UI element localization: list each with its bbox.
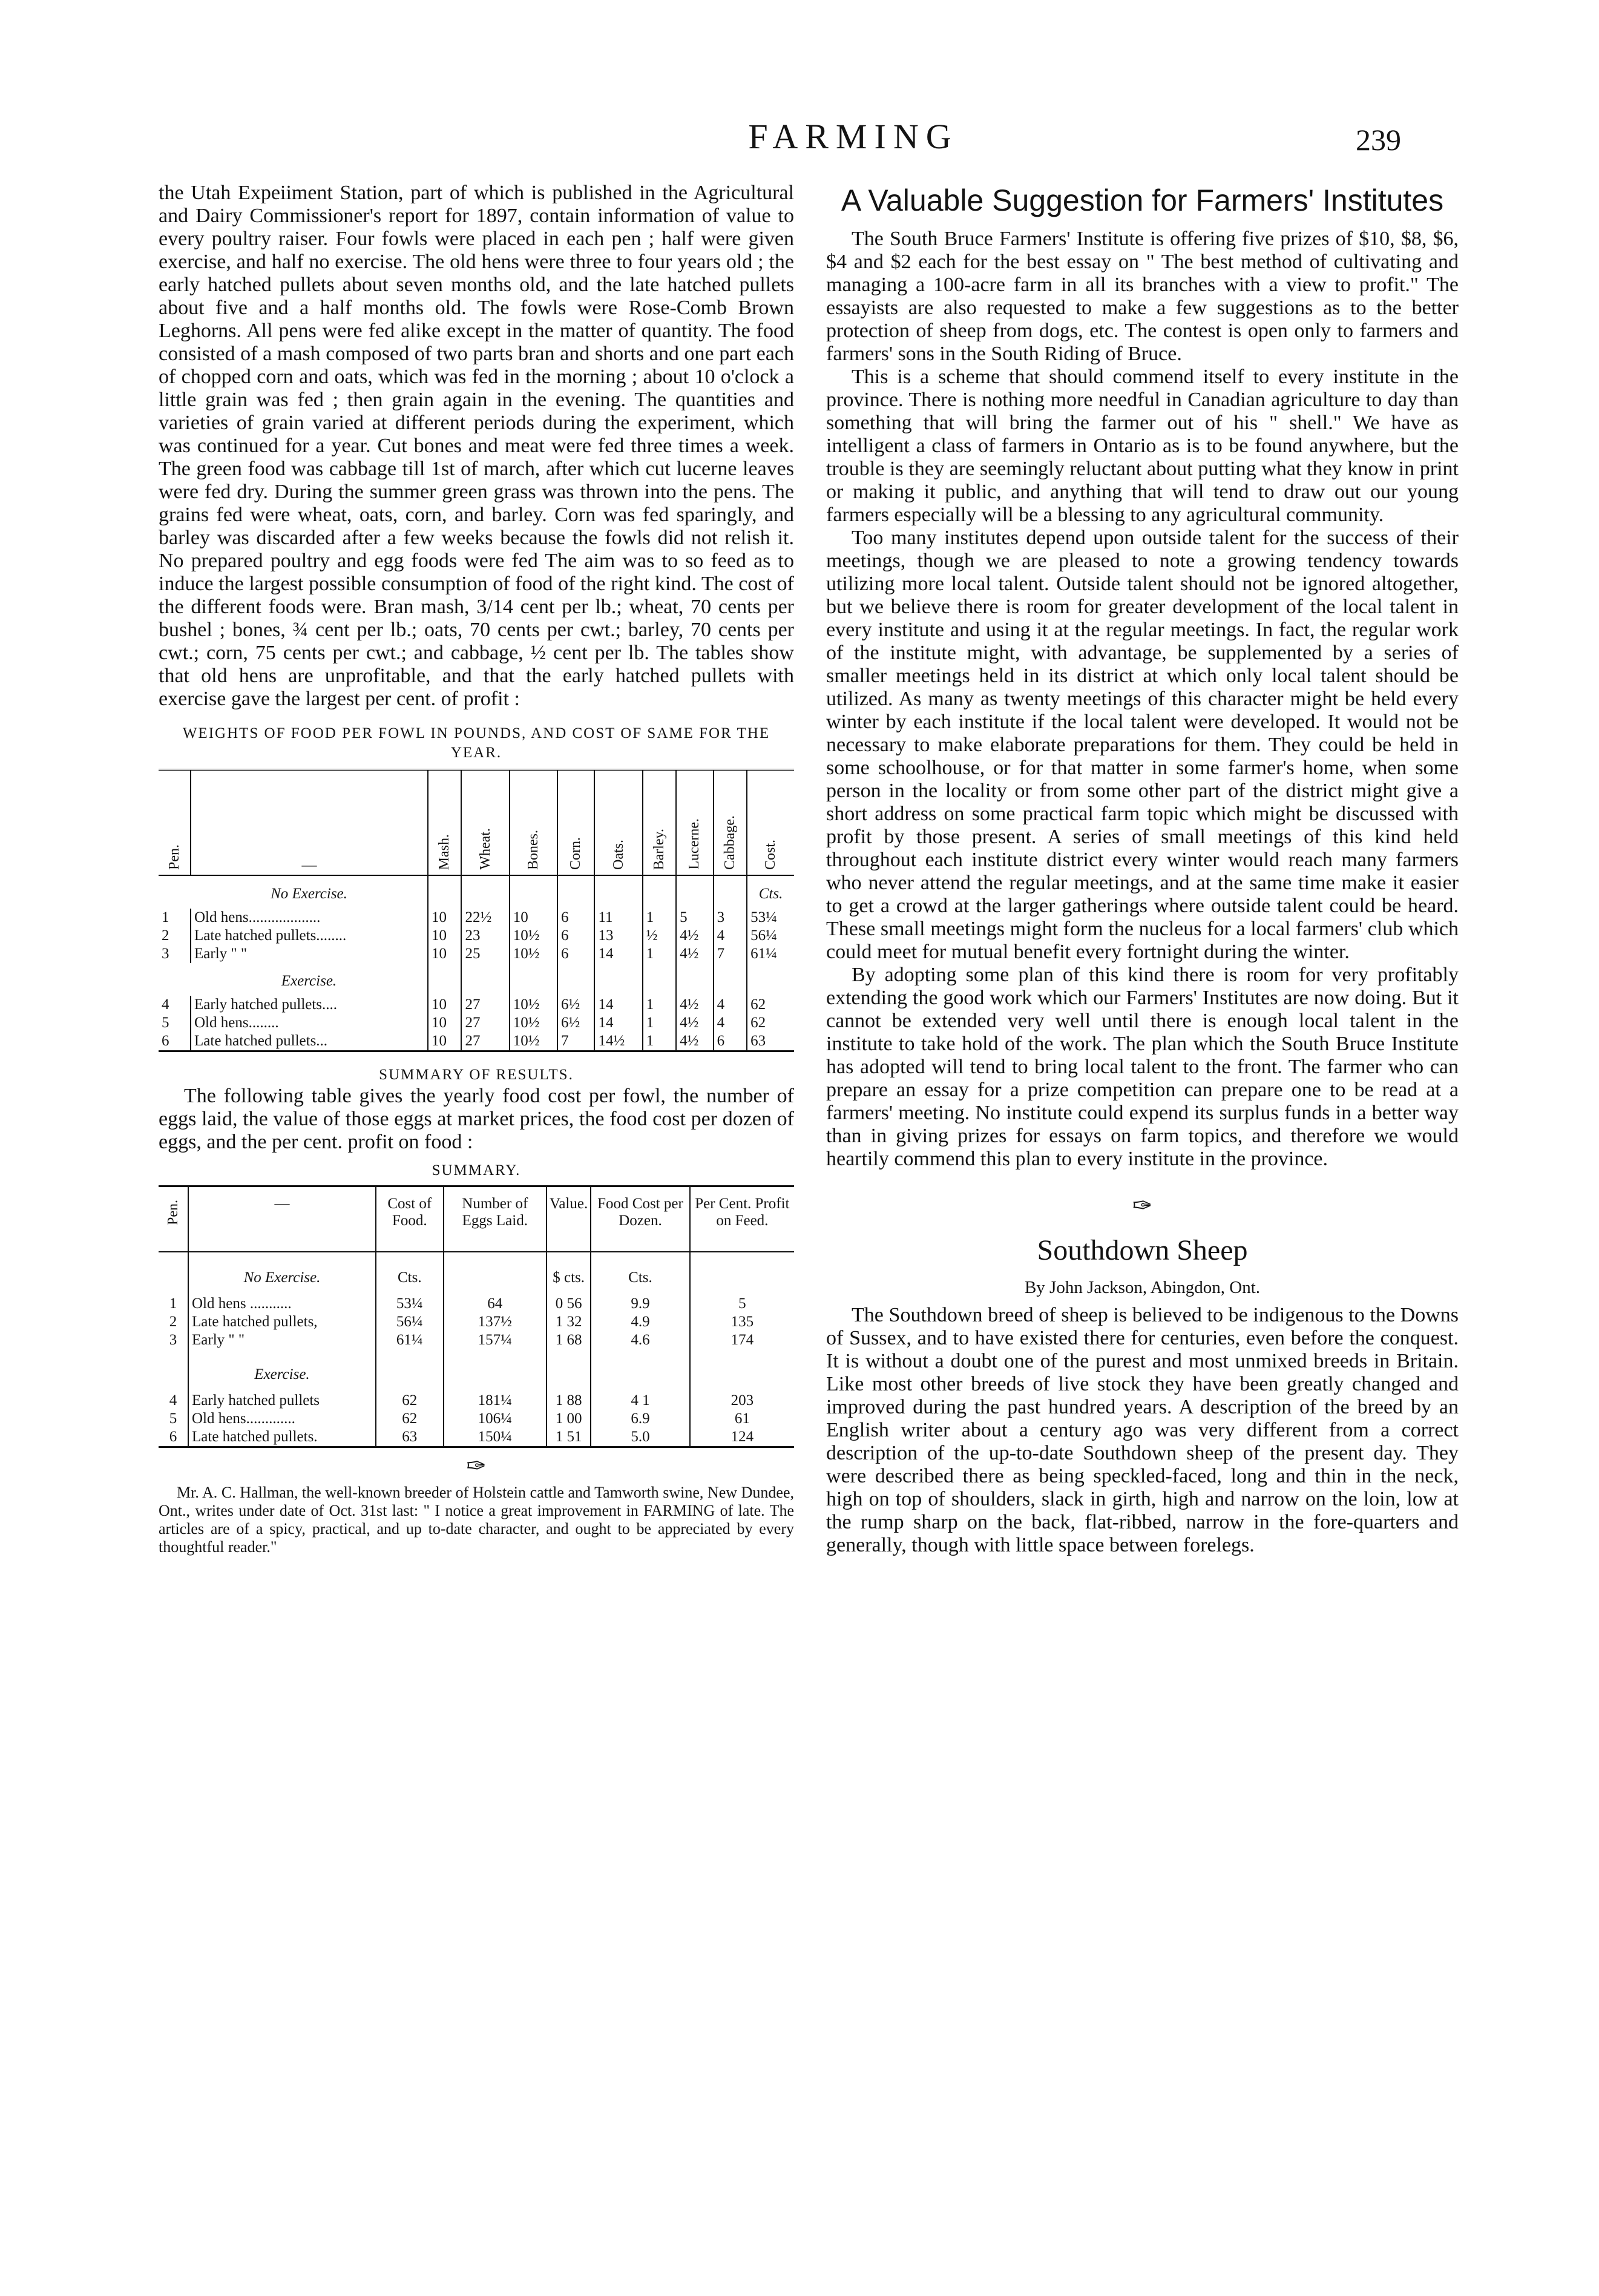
summary-header-row (159, 1186, 794, 1252)
summary-intro: The following table gives the yearly food cost per fowl, the number of eggs laid, the value of those eggs at market prices, the food cost per dozen of eggs, and the per cent. profit on food : (159, 1085, 794, 1153)
summary-header: Number of Eggs Laid. (444, 1186, 547, 1252)
weights-header: Cost. (747, 770, 794, 876)
table-row: 3 Early " " 10 25 10½ 6 14 1 4½ 7 61¼ (159, 945, 794, 963)
table-row: 4 Early hatched pullets 62 181¼ 1 88 4 1 203 (159, 1392, 794, 1410)
weights-caption: WEIGHTS OF FOOD PER FOWL IN POUNDS, AND COST OF SAME FOR THE YEAR. (182, 725, 770, 761)
weights-header: Mash. (428, 770, 461, 876)
table-row: 1 Old hens ........... 53¼ 64 0 56 9.9 5 (159, 1295, 794, 1313)
unit-label: Cts. (376, 1252, 444, 1295)
summary-caption: SUMMARY OF RESULTS. (379, 1067, 574, 1083)
right-column (826, 182, 1459, 1557)
running-title: FARMING (748, 117, 959, 156)
group-label: Exercise. (188, 1349, 376, 1392)
summary-header: Food Cost per Dozen. (591, 1186, 690, 1252)
table-row: 2 Late hatched pullets, 56¼ 137½ 1 32 4.9 135 (159, 1313, 794, 1331)
weights-header: — (191, 770, 428, 876)
table-row: 6 Late hatched pullets... 10 27 10½ 7 14½ 1 4½ 6 63 (159, 1032, 794, 1051)
byline: By John Jackson, Abingdon, Ont. (1024, 1278, 1261, 1297)
article-paragraph: By adopting some plan of this kind there is room for very profitably extending the good work which our Farmers' Institutes are now doing. But it cannot be extended very well until there is enough local talent in the institute to take hold of the work. The plan which the South Bruce Institute has adopted will tend to bring local talent to the front. The farmer who can prepare an essay for a prize competition can prepare one to be read at a farmers' meeting. No institute could expend its surplus funds in a better way than in giving prizes for essays on farm topics, and therefore we would heartily commend this plan to every institute in the province. (826, 964, 1459, 1170)
page-number: 239 (1356, 123, 1401, 157)
article-title: Southdown Sheep (1037, 1234, 1248, 1266)
poultry-intro: the Utah Expeiiment Station, part of which is published in the Agricultural and Dairy Commissioner's report for 1897, contain information of value to every poultry raiser. Four fowls were placed in each pen ; half were given exercise, and half no exercise. The old hens were three to four years old ; the early hatched pullets about seven months old, and the late hatched pullets about five and a half months old. The fowls were Rose-Comb Brown Leghorns. All pens were fed alike except in the matter of quantity. The food consisted of a mash composed of two parts bran and shorts and one part each of chopped corn and oats, which was fed in the morning ; about 10 o'clock a little grain was fed ; then grain again in the evening. The quantities and varieties of grain varied at different periods during the experiment, which was continued for a year. Cut bones and meat were fed three times a week. The green food was cabbage till 1st of march, after which cut lucerne leaves were fed dry. During the summer green grass was thrown into the pens. The grains fed were wheat, oats, corn, and barley. Corn was fed sparingly, and barley was discarded after a few weeks because the fowls did not relish it. No prepared poultry and egg foods were fed The aim was to so feed as to induce the largest possible consumption of food of the right kind. The cost of the different foods were. Bran mash, 3/14 cent per lb.; wheat, 70 cents per bushel ; bones, ¾ cent per lb.; oats, 70 cents per cwt.; barley, 70 cents per cwt.; corn, 75 cents per cwt.; and cabbage, ½ cent per lb. The tables show that old hens are unprofitable, and that the early hatched pullets with exercise gave the largest per cent. of profit : (159, 182, 794, 710)
reader-note: Mr. A. C. Hallman, the well-known breeder of Holstein cattle and Tamworth swine, New Dundee, Ont., writes under date of Oct. 31st last: " I notice a great improvement in FARMING of late. The articles are of a spicy, practical, and up to-date character, and ought to be appreciated by every thoughtful reader." (159, 1484, 794, 1556)
article-title: A Valuable Suggestion for Farmers' Institutes (841, 183, 1444, 217)
weights-header: Lucerne. (676, 770, 713, 876)
table-row: 3 Early " " 61¼ 157¼ 1 68 4.6 174 (159, 1331, 794, 1349)
summary-table (159, 1185, 794, 1448)
table-row: 5 Old hens............. 62 106¼ 1 00 6.9 61 (159, 1410, 794, 1428)
group-label: No Exercise. (271, 886, 347, 902)
weights-header: Bones. (510, 770, 557, 876)
weights-header: Wheat. (461, 770, 509, 876)
weights-header: Barley. (643, 770, 676, 876)
unit-label: $ cts. (547, 1252, 591, 1295)
article-paragraph: Too many institutes depend upon outside talent for the success of their meetings, though we are pleased to note a growing tendency towards utilizing more local talent. Outside talent should not be ignored altogether, but we believe there is room for greater development of the local talent in every institute and using it at the regular meetings. In fact, the regular work of the institute might, with advantage, be supplemented by a series of smaller meetings held in its district at which only local talent should be utilized. As many as twenty meetings of this character might be held every winter by each institute if the local talent were developed. It would not be necessary to make elaborate preparations for them. They could be held in some schoolhouse, or for that matter in some farmer's home, when some person in the locality or from some other part of the district might give a short address on some practical farm topic which might be discussed with profit by those present. A series of small meetings of this kind held throughout each institute district every winter would reach many farmers who never attend the regular meetings, and at the same time make it easier to get a crowd at the larger gatherings where outside talent could be heard. These small meetings might form the nucleus for a local farmers' club which could meet for mutual benefit every fortnight during the winter. (826, 527, 1459, 963)
weights-header-row (159, 770, 794, 876)
left-column (159, 182, 794, 1556)
weights-header: Pen. (159, 770, 191, 876)
table-row: 4 Early hatched pullets.... 10 27 10½ 6½ 14 1 4½ 4 62 (159, 996, 794, 1014)
table-row: 6 Late hatched pullets. 63 150¼ 1 51 5.0 124 (159, 1428, 794, 1447)
table-row: 1 Old hens................... 10 22½ 10 6 11 1 5 3 53¼ (159, 909, 794, 927)
summary-header: Per Cent. Profit on Feed. (690, 1186, 794, 1252)
article-paragraph: The South Bruce Farmers' Institute is offering five prizes of $10, $8, $6, $4 and $2 each for the best essay on " The best method of cultivating and managing a 100-acre farm in all its branches with a view to profit." The essayists are also requested to make a few suggestions as to the better protection of sheep from dogs, etc. The contest is open only to farmers and farmers' sons in the South Riding of Bruce. (826, 228, 1459, 365)
hand-ornament-icon: ✑ (1132, 1192, 1153, 1219)
summary-title: SUMMARY. (432, 1162, 521, 1179)
article-paragraph: The Southdown breed of sheep is believed to be indigenous to the Downs of Sussex, and to have existed there for centuries, even before the conquest. It is without a doubt one of the purest and most unmixed breeds in Britain. Like most other breeds of live stock they have been greatly changed and improved during the past hundred years. A description of the breed by an English writer about a century ago was very different from a correct description of the up-to-date Southdown sheep of the present day. They were described there as being speckled-faced, long and thin in the neck, high on top of shoulders, slack in girth, high and narrow on the loin, low at the rump sharp on the back, flat-ribbed, narrow in the fore-quarters and generally, though with little space between forelegs. (826, 1304, 1459, 1556)
group-label: Exercise. (281, 973, 337, 989)
summary-header: — (188, 1186, 376, 1252)
weights-header: Cabbage. (714, 770, 747, 876)
table-row: 5 Old hens........ 10 27 10½ 6½ 14 1 4½ 4 62 (159, 1014, 794, 1032)
hand-ornament-icon: ✑ (466, 1452, 487, 1479)
unit-label: Cts. (591, 1252, 690, 1295)
article-paragraph: This is a scheme that should commend itself to every institute in the province. There is nothing more needful in Canadian agriculture to day than something that will bring the farmer out of his " shell." We have as intelligent a class of farmers in Ontario as is to be found anywhere, but the trouble is they are seemingly reluctant about putting what they know in print or making it public, and anything that will tend to draw out our young farmers especially will be a blessing to any agricultural community. (826, 366, 1459, 526)
weights-header: Corn. (557, 770, 594, 876)
summary-header: Cost of Food. (376, 1186, 444, 1252)
summary-header: Pen. (159, 1186, 188, 1252)
group-label: No Exercise. (188, 1252, 376, 1295)
weights-table (159, 769, 794, 1052)
summary-header: Value. (547, 1186, 591, 1252)
weights-header: Oats. (594, 770, 642, 876)
table-row: 2 Late hatched pullets........ 10 23 10½ 6 13 ½ 4½ 4 56¼ (159, 927, 794, 945)
unit-label: Cts. (747, 875, 794, 909)
